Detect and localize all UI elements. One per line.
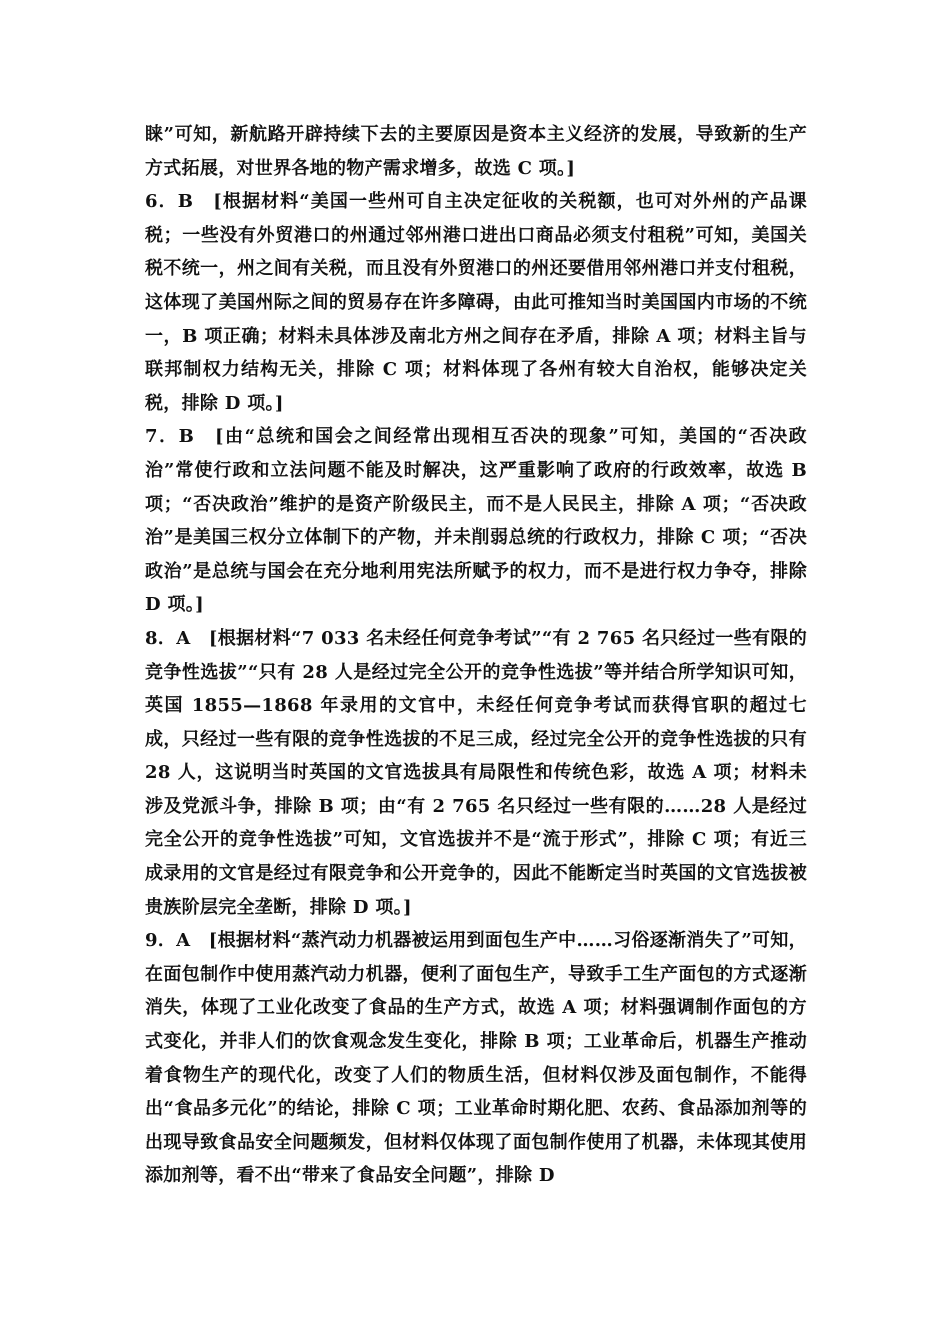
paragraph-answer-8: 8．A [根据材料“7 033 名未经任何竞争考试”“有 2 765 名只经过一些有限的竞争性选拔”“只有 28 人是经过完全公开的竞争性选拔”等并结合所学知识可知，英国 1855—1868 年录用的文官中，未经任何竞争考试而获得官职的超过七成，只经过一些有限的竞争性选拔的不足三成，经过完全公开的竞争性选拔的只有 28 人，这说明当时英国的文官选拔具有局限性和传统色彩，故选 A 项；材料未涉及党派斗争，排除 B 项；由“有 2 765 名只经过一些有限的……28 人是经过完全公开的竞争性选拔”可知，文官选拔并不是“流于形式”，排除 C 项；有近三成录用的文官是经过有限竞争和公开竞争的，因此不能断定当时英国的文官选拔被贵族阶层完全垄断，排除 D 项。] xyxy=(145,627,807,918)
answer-explanations xyxy=(145,118,807,1193)
paragraph-continuation-answer-5: 睐”可知，新航路开辟持续下去的主要原因是资本主义经济的发展，导致新的生产方式拓展，对世界各地的物产需求增多，故选 C 项。] xyxy=(145,124,807,179)
paragraph-answer-9: 9．A [根据材料“蒸汽动力机器被运用到面包生产中……习俗逐渐消失了”可知，在面包制作中使用蒸汽动力机器，便利了面包生产，导致手工生产面包的方式逐渐消失，体现了工业化改变了食品的生产方式，故选 A 项；材料强调制作面包的方式变化，并非人们的饮食观念发生变化，排除 B 项；工业革命后，机器生产推动着食物生产的现代化，改变了人们的物质生活，但材料仅涉及面包制作，不能得出“食品多元化”的结论，排除 C 项；工业革命时期化肥、农药、食品添加剂等的出现导致食品安全问题频发，但材料仅体现了面包制作使用了机器，未体现其使用添加剂等，看不出“带来了食品安全问题”，排除 D xyxy=(145,930,807,1187)
paragraph-answer-7: 7．B [由“总统和国会之间经常出现相互否决的现象”可知，美国的“否决政治”常使行政和立法问题不能及时解决，这严重影响了政府的行政效率，故选 B 项；“否决政治”维护的是资产阶级民主，而不是人民民主，排除 A 项；“否决政治”是美国三权分立体制下的产物，并未削弱总统的行政权力，排除 C 项；“否决政治”是总统与国会在充分地利用宪法所赋予的权力，而不是进行权力争夺，排除 D 项。] xyxy=(145,426,807,616)
paragraph-answer-6: 6．B [根据材料“美国一些州可自主决定征收的关税额，也可对外州的产品课税；一些没有外贸港口的州通过邻州港口进出口商品必须支付租税”可知，美国关税不统一，州之间有关税，而且没有外贸港口的州还要借用邻州港口并支付租税，这体现了美国州际之间的贸易存在许多障碍，由此可推知当时美国国内市场的不统一，B 项正确；材料未具体涉及南北方州之间存在矛盾，排除 A 项；材料主旨与联邦制权力结构无关，排除 C 项；材料体现了各州有较大自治权，能够决定关税，排除 D 项。] xyxy=(145,191,807,414)
